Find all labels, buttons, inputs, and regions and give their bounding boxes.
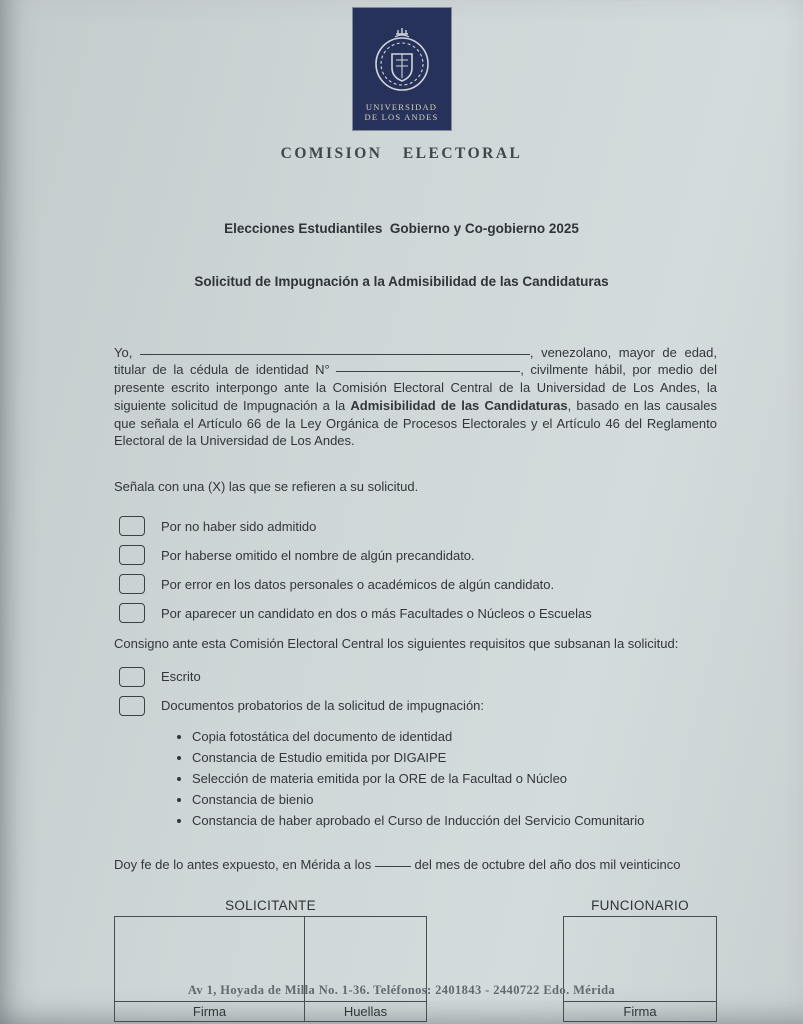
- logo-caption-line2: DE LOS ANDES: [364, 112, 439, 123]
- checkbox-label: Por haberse omitido el nombre de algún precandidato.: [161, 547, 475, 563]
- list-item: • Constancia de haber aprobado el Curso de Inducción del Servicio Comunitario: [192, 813, 717, 830]
- intro-text-segment: , venezolano, mayor de edad, titular de la cédula de identidad N°: [114, 344, 717, 378]
- funcionario-signature-block: [563, 898, 717, 1022]
- checkbox: [119, 667, 145, 687]
- name-blank-line: [140, 354, 530, 355]
- checkbox-label: Por error en los datos personales o académicos de algún candidato.: [161, 576, 555, 592]
- university-crest-icon: [365, 24, 439, 98]
- solicitante-title: SOLICITANTE: [225, 897, 316, 913]
- attestation-text-segment: Doy fe de lo antes expuesto, en Mérida a los: [114, 857, 375, 872]
- signature-section: [114, 898, 717, 1022]
- checkbox-row: [119, 603, 717, 623]
- firma-label: Firma: [564, 1001, 716, 1021]
- causales-checkbox-group: [114, 516, 717, 623]
- requisitos-checkbox-group: [114, 667, 717, 716]
- intro-paragraph: [114, 344, 717, 451]
- document-title-line2: Solicitud de Impugnación a la Admisibilidad de las Candidaturas: [194, 274, 609, 290]
- checkbox-row: [119, 516, 717, 536]
- intro-bold-segment: Admisibilidad de las Candidaturas: [350, 397, 568, 413]
- solicitante-signature-table: [114, 916, 427, 1022]
- logo-caption-line1: UNIVERSIDAD: [365, 101, 438, 112]
- attestation-line: [114, 856, 717, 874]
- consigno-paragraph: Consigno ante esta Comisión Electoral Central los siguientes requisitos que subsanan la solicitud:: [114, 636, 679, 652]
- checkbox: [119, 696, 145, 716]
- checkbox: [119, 545, 145, 565]
- intro-text-segment: Yo,: [114, 344, 140, 360]
- commission-heading: COMISION ELECTORAL: [280, 145, 523, 162]
- solicitante-signature-block: [114, 898, 427, 1022]
- intro-text-segment: , basado en las causales que señala el Artículo 66 de la Ley Orgánica de Procesos Electorales y el Artículo 46 del Reglamento Electoral de la Universidad de Los Andes.: [114, 397, 717, 449]
- checkbox-label: Por no haber sido admitido: [161, 518, 317, 534]
- firma-label: Firma: [115, 1001, 305, 1021]
- list-item: • Selección de materia emitida por la ORE de la Facultad o Núcleo: [192, 771, 717, 788]
- funcionario-signature-table: [563, 916, 717, 1022]
- list-item: • Copia fotostática del documento de identidad: [192, 729, 717, 746]
- day-blank-line: [375, 866, 411, 867]
- document-title-line1: Elecciones Estudiantiles Gobierno y Co-gobierno 2025: [224, 220, 579, 236]
- documentos-list: [114, 729, 717, 830]
- checkbox-row: [119, 545, 717, 565]
- instruction-text: Señala con una (X) las que se refieren a su solicitud.: [114, 479, 419, 495]
- huellas-label: Huellas: [305, 1001, 426, 1021]
- footer-address: Av 1, Hoyada de Milla No. 1-36. Teléfonos: 2401843 - 2440722 Edo. Mérida: [187, 983, 616, 997]
- checkbox: [119, 574, 145, 594]
- checkbox-label: Documentos probatorios de la solicitud de impugnación:: [161, 698, 485, 714]
- list-item: • Constancia de bienio: [192, 792, 717, 809]
- checkbox-label: Por aparecer un candidato en dos o más Facultades o Núcleos o Escuelas: [161, 605, 592, 621]
- list-item: • Constancia de Estudio emitida por DIGAIPE: [192, 750, 717, 767]
- id-number-blank-line: [336, 371, 520, 372]
- university-logo: [353, 8, 451, 130]
- checkbox: [119, 516, 145, 536]
- checkbox-label: Escrito: [161, 669, 201, 685]
- checkbox: [119, 603, 145, 623]
- intro-text-segment: , civilmente hábil, por medio del presente escrito interpongo ante la Comisión Electoral Central de la Universidad de Los Andes, la siguiente solicitud de Impugnación a la: [114, 362, 717, 413]
- checkbox-row: [119, 574, 717, 594]
- attestation-text-segment: del mes de octubre del año dos mil veinticinco: [410, 857, 681, 872]
- checkbox-row: [119, 696, 717, 716]
- funcionario-title: FUNCIONARIO: [591, 897, 689, 913]
- checkbox-row: [119, 667, 717, 687]
